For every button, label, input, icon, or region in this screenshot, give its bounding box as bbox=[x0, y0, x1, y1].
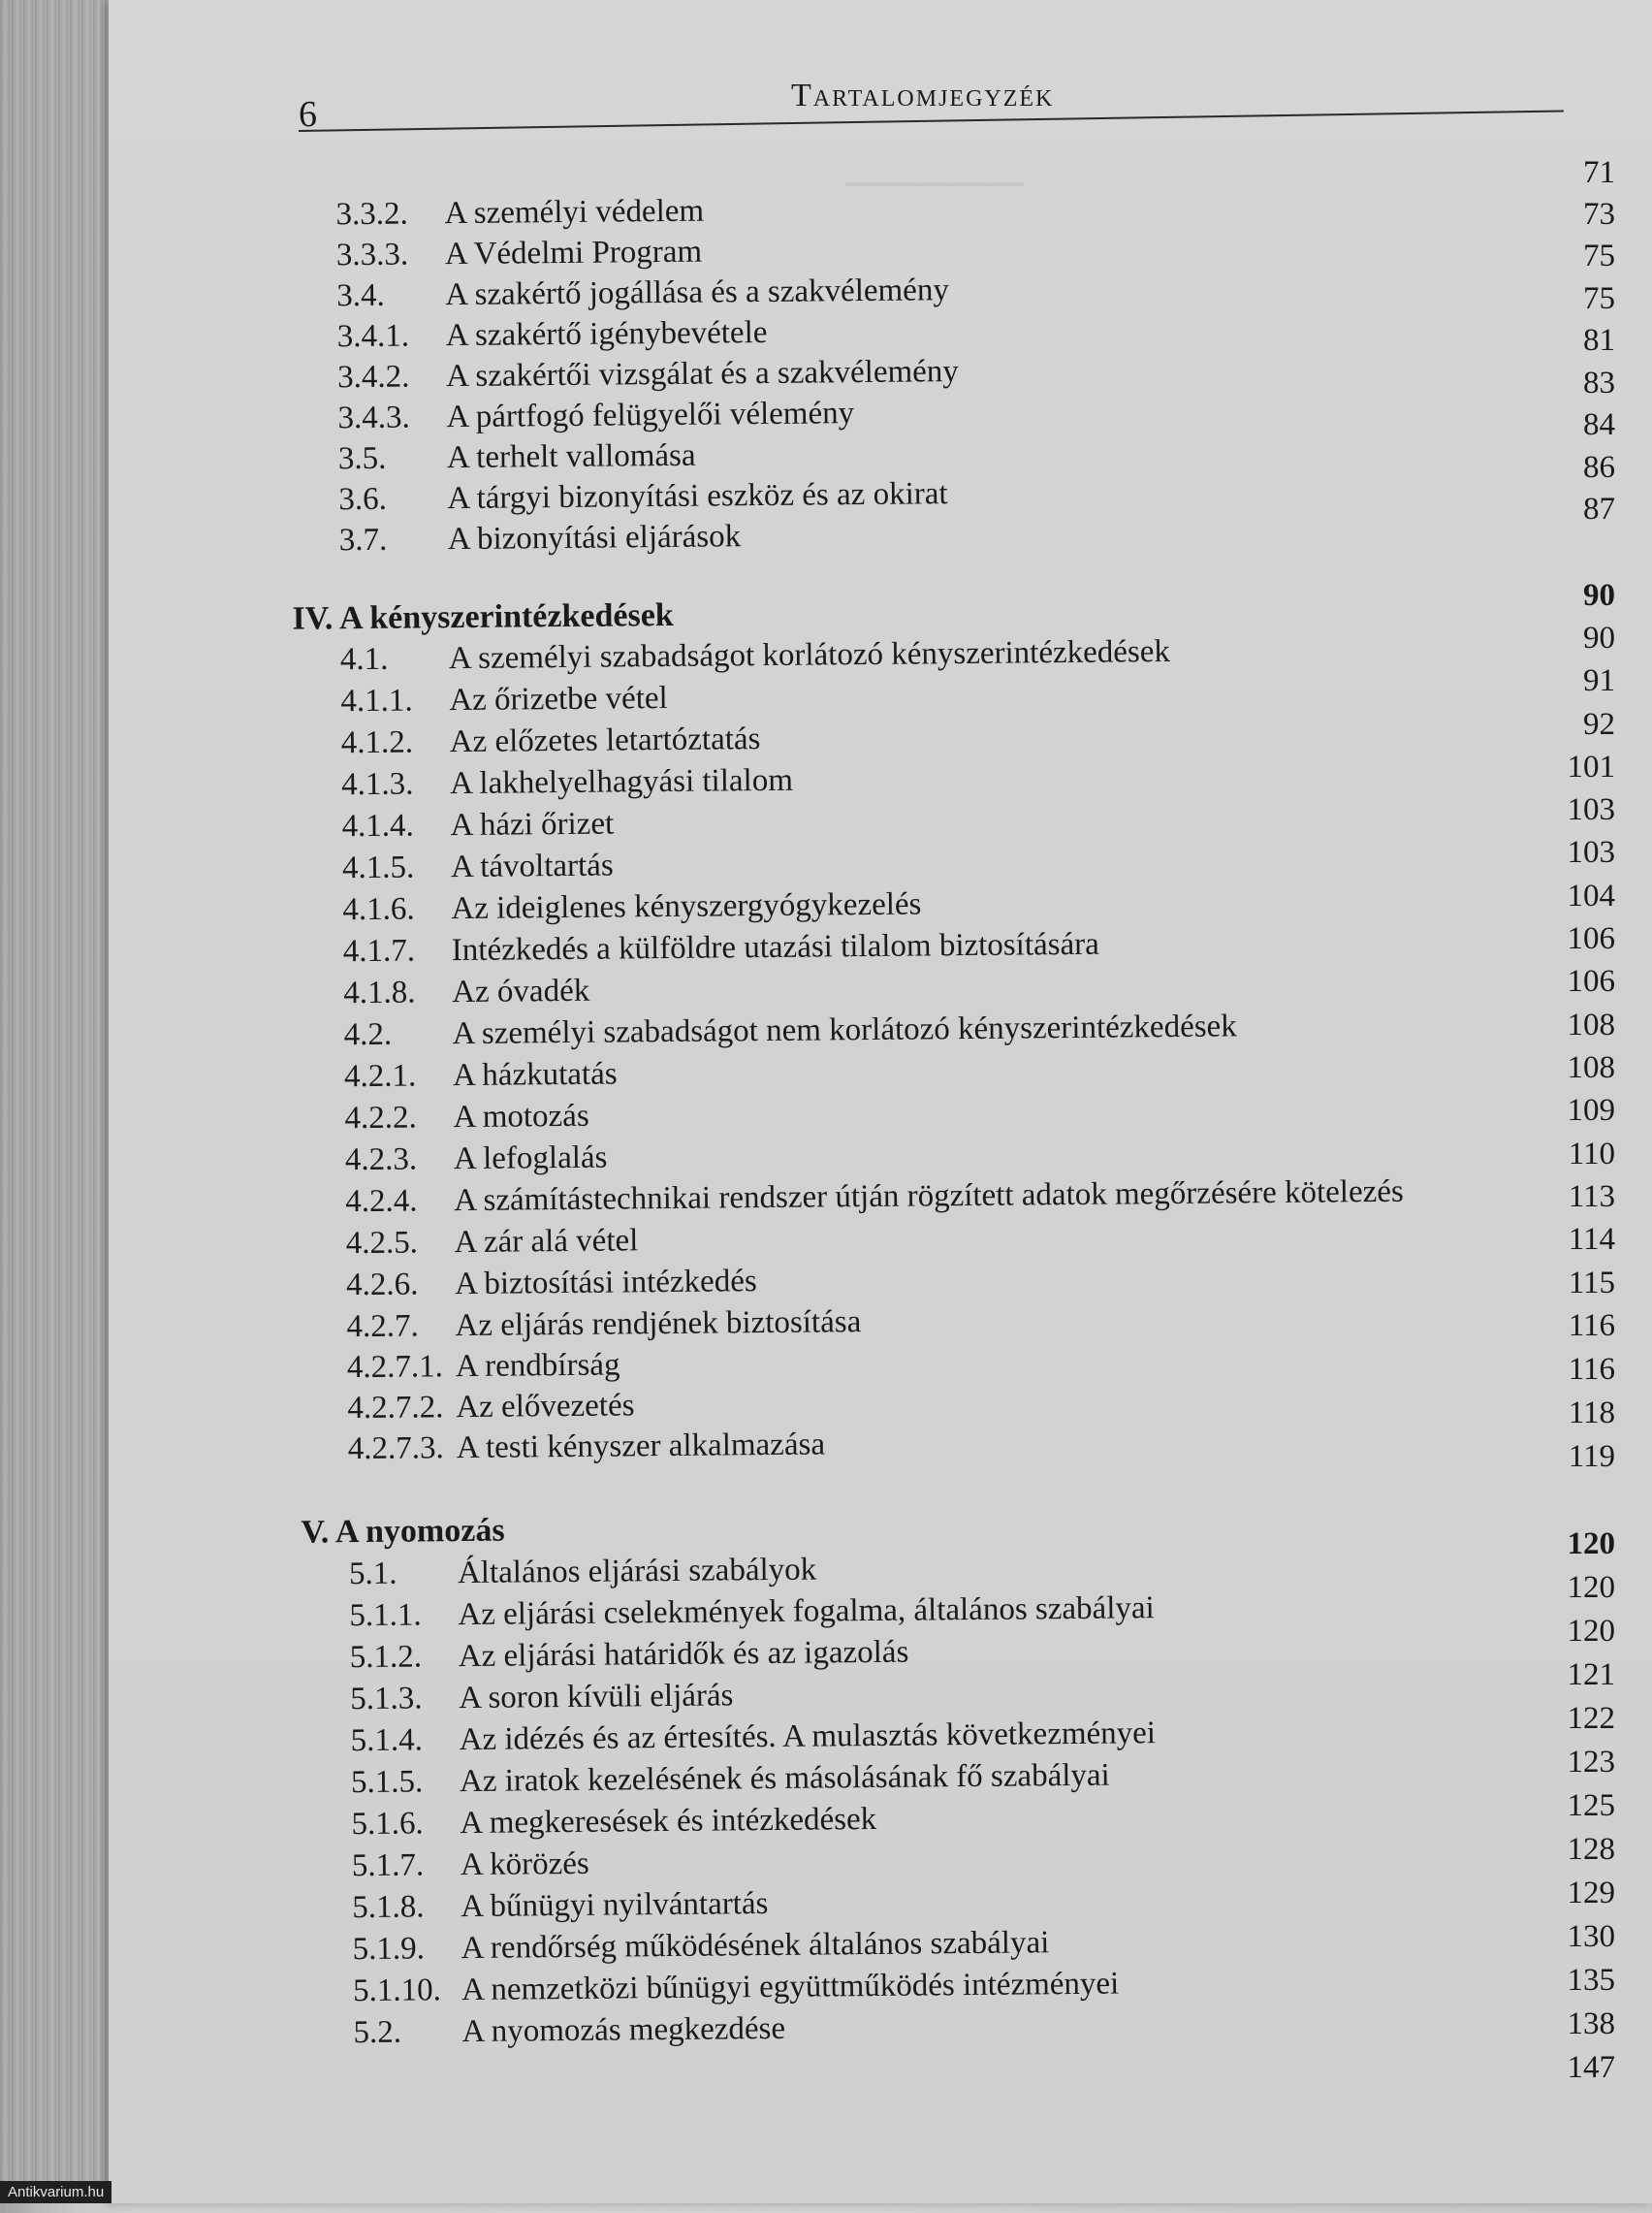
page-number: 6 bbox=[299, 94, 317, 135]
entry-title: A szakértői vizsgálat és a szakvélemény bbox=[445, 354, 960, 395]
entry-number: 4.2.7.2. bbox=[347, 1390, 444, 1427]
toc-page-ref: 75 bbox=[1583, 281, 1615, 316]
entry-title: A bűnügyi nyilvántartás bbox=[461, 1886, 769, 1925]
toc-page-ref: 104 bbox=[1567, 879, 1615, 914]
entry-title: Az iratok kezelésének és másolásának fő szabályai bbox=[459, 1757, 1110, 1800]
toc-page-ref: 110 bbox=[1568, 1137, 1615, 1171]
entry-number: 4.2.4. bbox=[345, 1183, 418, 1220]
chapter-heading: V. A nyomozás bbox=[301, 1512, 505, 1551]
chapter-heading: IV. A kényszerintézkedések bbox=[292, 596, 674, 637]
entry-title: Az elővezetés bbox=[456, 1388, 635, 1426]
toc-page-ref: 115 bbox=[1568, 1266, 1615, 1300]
entry-number: 3.4.1. bbox=[336, 318, 410, 355]
entry-title: A megkeresések és intézkedések bbox=[460, 1801, 877, 1842]
toc-page-ref: 120 bbox=[1567, 1614, 1615, 1649]
toc-entry bbox=[350, 1714, 1156, 1760]
toc-page-ref: 81 bbox=[1583, 323, 1615, 358]
toc-page-ref: 91 bbox=[1583, 663, 1615, 698]
entry-number: 4.2.1. bbox=[343, 1058, 417, 1095]
entry-number: 3.4.3. bbox=[337, 400, 410, 436]
toc-page-ref: 130 bbox=[1567, 1919, 1615, 1954]
toc-page-ref: 106 bbox=[1567, 921, 1615, 956]
entry-title: A terhelt vallomása bbox=[446, 437, 696, 476]
toc-page-ref: 90 bbox=[1583, 578, 1615, 613]
entry-number: 4.2.7.3. bbox=[347, 1430, 444, 1467]
entry-number: 4.1.7. bbox=[342, 933, 416, 970]
entry-title: A házkutatás bbox=[452, 1056, 618, 1094]
running-title: Tartalomjegyzék bbox=[791, 78, 1055, 113]
entry-number: 5.1. bbox=[348, 1556, 397, 1592]
entry-title: A lefoglalás bbox=[453, 1139, 608, 1177]
toc-page-ref: 135 bbox=[1567, 1963, 1615, 1998]
entry-title: Az eljárási határidők és az igazolás bbox=[458, 1634, 909, 1675]
entry-number: 4.2.7.1. bbox=[346, 1349, 444, 1386]
entry-title: A zár alá vétel bbox=[454, 1223, 639, 1261]
toc-entry bbox=[353, 1923, 1050, 1969]
toc-entry bbox=[344, 1097, 589, 1138]
toc-page-ref: 128 bbox=[1567, 1832, 1615, 1867]
entry-title: A Védelmi Program bbox=[444, 234, 703, 273]
entry-title: A tárgyi bizonyítási eszköz és az okirat bbox=[447, 476, 948, 517]
entry-number: 3.7. bbox=[338, 522, 388, 559]
entry-title: A nyomozás megkezdése bbox=[461, 2010, 786, 2050]
entry-number: 3.5. bbox=[337, 440, 387, 477]
entry-number: 4.2.6. bbox=[345, 1267, 419, 1303]
toc-page-ref: 114 bbox=[1568, 1222, 1615, 1257]
entry-number: 4.1.4. bbox=[341, 808, 415, 845]
toc-entry bbox=[341, 805, 614, 847]
toc-entry bbox=[352, 1844, 589, 1885]
entry-title: A számítástechnikai rendszer útján rögzített adatok megőrzésére kötelezés bbox=[454, 1173, 1404, 1219]
toc-page-ref: 116 bbox=[1568, 1352, 1615, 1387]
toc-entry bbox=[351, 1756, 1110, 1803]
entry-number: 5.2. bbox=[353, 2014, 402, 2051]
toc-page-ref: 108 bbox=[1567, 1050, 1615, 1085]
toc-page-ref: 75 bbox=[1583, 239, 1615, 273]
toc-entry bbox=[337, 313, 768, 356]
toc-page-ref: 103 bbox=[1567, 835, 1615, 870]
entry-title: A bizonyítási eljárások bbox=[447, 519, 742, 558]
toc-page-ref: 123 bbox=[1567, 1745, 1615, 1780]
entry-title: A személyi szabadságot korlátozó kényszerintézkedések bbox=[448, 633, 1171, 677]
toc-entry bbox=[349, 1551, 817, 1594]
toc-page-ref: 86 bbox=[1583, 450, 1615, 485]
entry-number: 4.1. bbox=[339, 641, 389, 678]
entry-title: Az őrizetbe vétel bbox=[449, 680, 668, 719]
entry-number: 5.1.1. bbox=[349, 1597, 422, 1634]
toc-entry bbox=[338, 474, 948, 519]
entry-title: Az ideiglenes kényszergyógykezelés bbox=[451, 886, 922, 927]
entry-title: A pártfogó felügyelői vélemény bbox=[446, 396, 855, 435]
entry-number: 5.1.8. bbox=[352, 1889, 425, 1926]
toc-entry bbox=[335, 192, 704, 235]
toc-page-ref: 83 bbox=[1583, 366, 1615, 401]
entry-number: 5.1.6. bbox=[351, 1806, 424, 1843]
toc-entry bbox=[348, 1425, 826, 1468]
toc-page-ref: 106 bbox=[1567, 964, 1615, 999]
entry-title: Intézkedés a külföldre utazási tilalom biztosítására bbox=[451, 926, 1099, 969]
toc-entry bbox=[338, 436, 696, 479]
entry-title: A biztosítási intézkedés bbox=[454, 1264, 757, 1302]
entry-title: A távoltartás bbox=[450, 848, 614, 885]
entry-number: 5.1.4. bbox=[350, 1722, 424, 1759]
toc-entry bbox=[346, 1221, 639, 1263]
entry-number: 3.3.2. bbox=[335, 196, 408, 233]
entry-number: 4.1.6. bbox=[342, 891, 415, 928]
toc-entry bbox=[351, 1800, 876, 1844]
toc-entry bbox=[343, 925, 1099, 971]
toc-entry bbox=[343, 972, 589, 1012]
entry-number: 4.2.2. bbox=[344, 1100, 417, 1137]
entry-title: A személyi szabadságot nem korlátozó kényszerintézkedések bbox=[452, 1009, 1237, 1052]
toc-entry bbox=[344, 1054, 618, 1096]
toc-entry bbox=[343, 1007, 1236, 1054]
entry-number: 4.1.8. bbox=[343, 975, 416, 1011]
toc-entry bbox=[336, 271, 949, 315]
toc-entry bbox=[353, 1965, 1120, 2011]
toc-entry bbox=[350, 1633, 909, 1678]
toc-page-ref: 84 bbox=[1583, 407, 1615, 442]
toc-page-ref: 87 bbox=[1583, 492, 1615, 527]
toc-entry bbox=[345, 1172, 1404, 1221]
toc-page-ref: 101 bbox=[1567, 750, 1615, 785]
toc-entry bbox=[353, 2009, 785, 2052]
toc-entry bbox=[346, 1262, 757, 1304]
toc-entry bbox=[337, 394, 854, 437]
toc-page-ref: 92 bbox=[1583, 707, 1615, 742]
entry-title: Az idézés és az értesítés. A mulasztás következményei bbox=[459, 1716, 1157, 1758]
entry-number: 5.1.5. bbox=[350, 1764, 424, 1801]
toc-entry bbox=[346, 1302, 861, 1346]
toc-page-ref: 116 bbox=[1568, 1308, 1615, 1343]
entry-number: 3.4. bbox=[336, 277, 386, 314]
toc-page-ref: 73 bbox=[1583, 197, 1615, 232]
toc-page-ref: 120 bbox=[1567, 1526, 1615, 1561]
entry-title: A motozás bbox=[453, 1098, 589, 1136]
toc-entry bbox=[345, 1139, 608, 1180]
toc-entry bbox=[352, 1884, 769, 1927]
toc-page-ref: 108 bbox=[1567, 1008, 1615, 1042]
toc-entry bbox=[347, 1386, 635, 1427]
toc-entry bbox=[350, 1676, 734, 1718]
entry-title: A körözés bbox=[460, 1845, 589, 1883]
entry-title: A testi kényszer alkalmazása bbox=[456, 1427, 826, 1466]
entry-number: 4.2.5. bbox=[345, 1225, 419, 1262]
toc-page-ref: 119 bbox=[1568, 1439, 1615, 1474]
source-watermark: Antikvarium.hu bbox=[0, 2181, 111, 2203]
toc-entry bbox=[340, 679, 668, 721]
entry-title: A nemzetközi bűnügyi együttműködés intézményei bbox=[461, 1966, 1120, 2008]
toc-page-ref: 90 bbox=[1583, 621, 1615, 656]
entry-title: A szakértő igénybevétele bbox=[445, 314, 768, 354]
entry-number: 4.1.3. bbox=[341, 766, 414, 803]
toc-entry bbox=[341, 761, 793, 804]
toc-entry bbox=[340, 632, 1170, 679]
toc-entry bbox=[342, 884, 921, 929]
entry-title: Az eljárási cselekmények fogalma, általános szabályai bbox=[458, 1590, 1155, 1633]
page-number-column bbox=[1509, 0, 1615, 2203]
entry-title: Az óvadék bbox=[452, 973, 590, 1010]
entry-number: 3.3.3. bbox=[335, 237, 409, 273]
entry-number: 5.1.10. bbox=[352, 1972, 442, 2009]
entry-number: 4.1.5. bbox=[341, 850, 415, 886]
toc-page-ref: 138 bbox=[1567, 2006, 1615, 2041]
entry-title: Általános eljárási szabályok bbox=[457, 1552, 817, 1591]
entry-number: 4.1.1. bbox=[340, 683, 413, 720]
toc-entry bbox=[337, 352, 959, 397]
show-through-texture: ───── bbox=[845, 156, 1025, 211]
toc-page-ref: 122 bbox=[1567, 1701, 1615, 1736]
entry-number: 3.4.2. bbox=[336, 359, 410, 396]
entry-title: Az eljárás rendjének biztosítása bbox=[455, 1304, 862, 1344]
entry-number: 4.2.3. bbox=[344, 1141, 418, 1178]
entry-title: A szakértő jogállása és a szakvélemény bbox=[445, 273, 950, 313]
entry-title: A soron kívüli eljárás bbox=[459, 1678, 734, 1716]
toc-page-ref: 118 bbox=[1568, 1395, 1615, 1430]
entry-title: A személyi védelem bbox=[444, 193, 705, 232]
toc-page-ref: 113 bbox=[1568, 1179, 1615, 1214]
toc-page-ref: 129 bbox=[1567, 1876, 1615, 1910]
entry-number: 5.1.9. bbox=[352, 1931, 426, 1968]
toc-entry bbox=[341, 720, 761, 762]
toc-page-ref: 120 bbox=[1567, 1570, 1615, 1605]
toc-page-ref: 125 bbox=[1567, 1788, 1615, 1823]
toc-entry bbox=[342, 847, 614, 888]
entry-title: A rendőrség működésének általános szabályai bbox=[461, 1925, 1050, 1967]
toc-entry bbox=[336, 233, 703, 275]
entry-title: A rendbírság bbox=[455, 1347, 620, 1385]
entry-number: 5.1.7. bbox=[351, 1847, 425, 1884]
toc-entry bbox=[349, 1588, 1155, 1635]
toc-entry bbox=[339, 517, 742, 560]
entry-number: 4.2. bbox=[343, 1016, 393, 1053]
entry-number: 5.1.2. bbox=[349, 1639, 423, 1676]
entry-title: A házi őrizet bbox=[450, 806, 615, 844]
toc-page-ref: 71 bbox=[1583, 155, 1615, 190]
toc-entry bbox=[347, 1345, 620, 1387]
entry-title: Az előzetes letartóztatás bbox=[449, 722, 761, 760]
toc-page-ref: 121 bbox=[1567, 1657, 1615, 1692]
entry-number: 3.6. bbox=[338, 481, 388, 518]
entry-number: 4.1.2. bbox=[340, 724, 414, 761]
toc-page-ref: 147 bbox=[1567, 2050, 1615, 2085]
entry-title: A lakhelyelhagyási tilalom bbox=[450, 762, 794, 802]
entry-number: 5.1.3. bbox=[350, 1681, 423, 1717]
toc-page-ref: 103 bbox=[1567, 792, 1615, 827]
toc-page-ref: 109 bbox=[1567, 1093, 1615, 1128]
entry-number: 4.2.7. bbox=[346, 1308, 419, 1345]
